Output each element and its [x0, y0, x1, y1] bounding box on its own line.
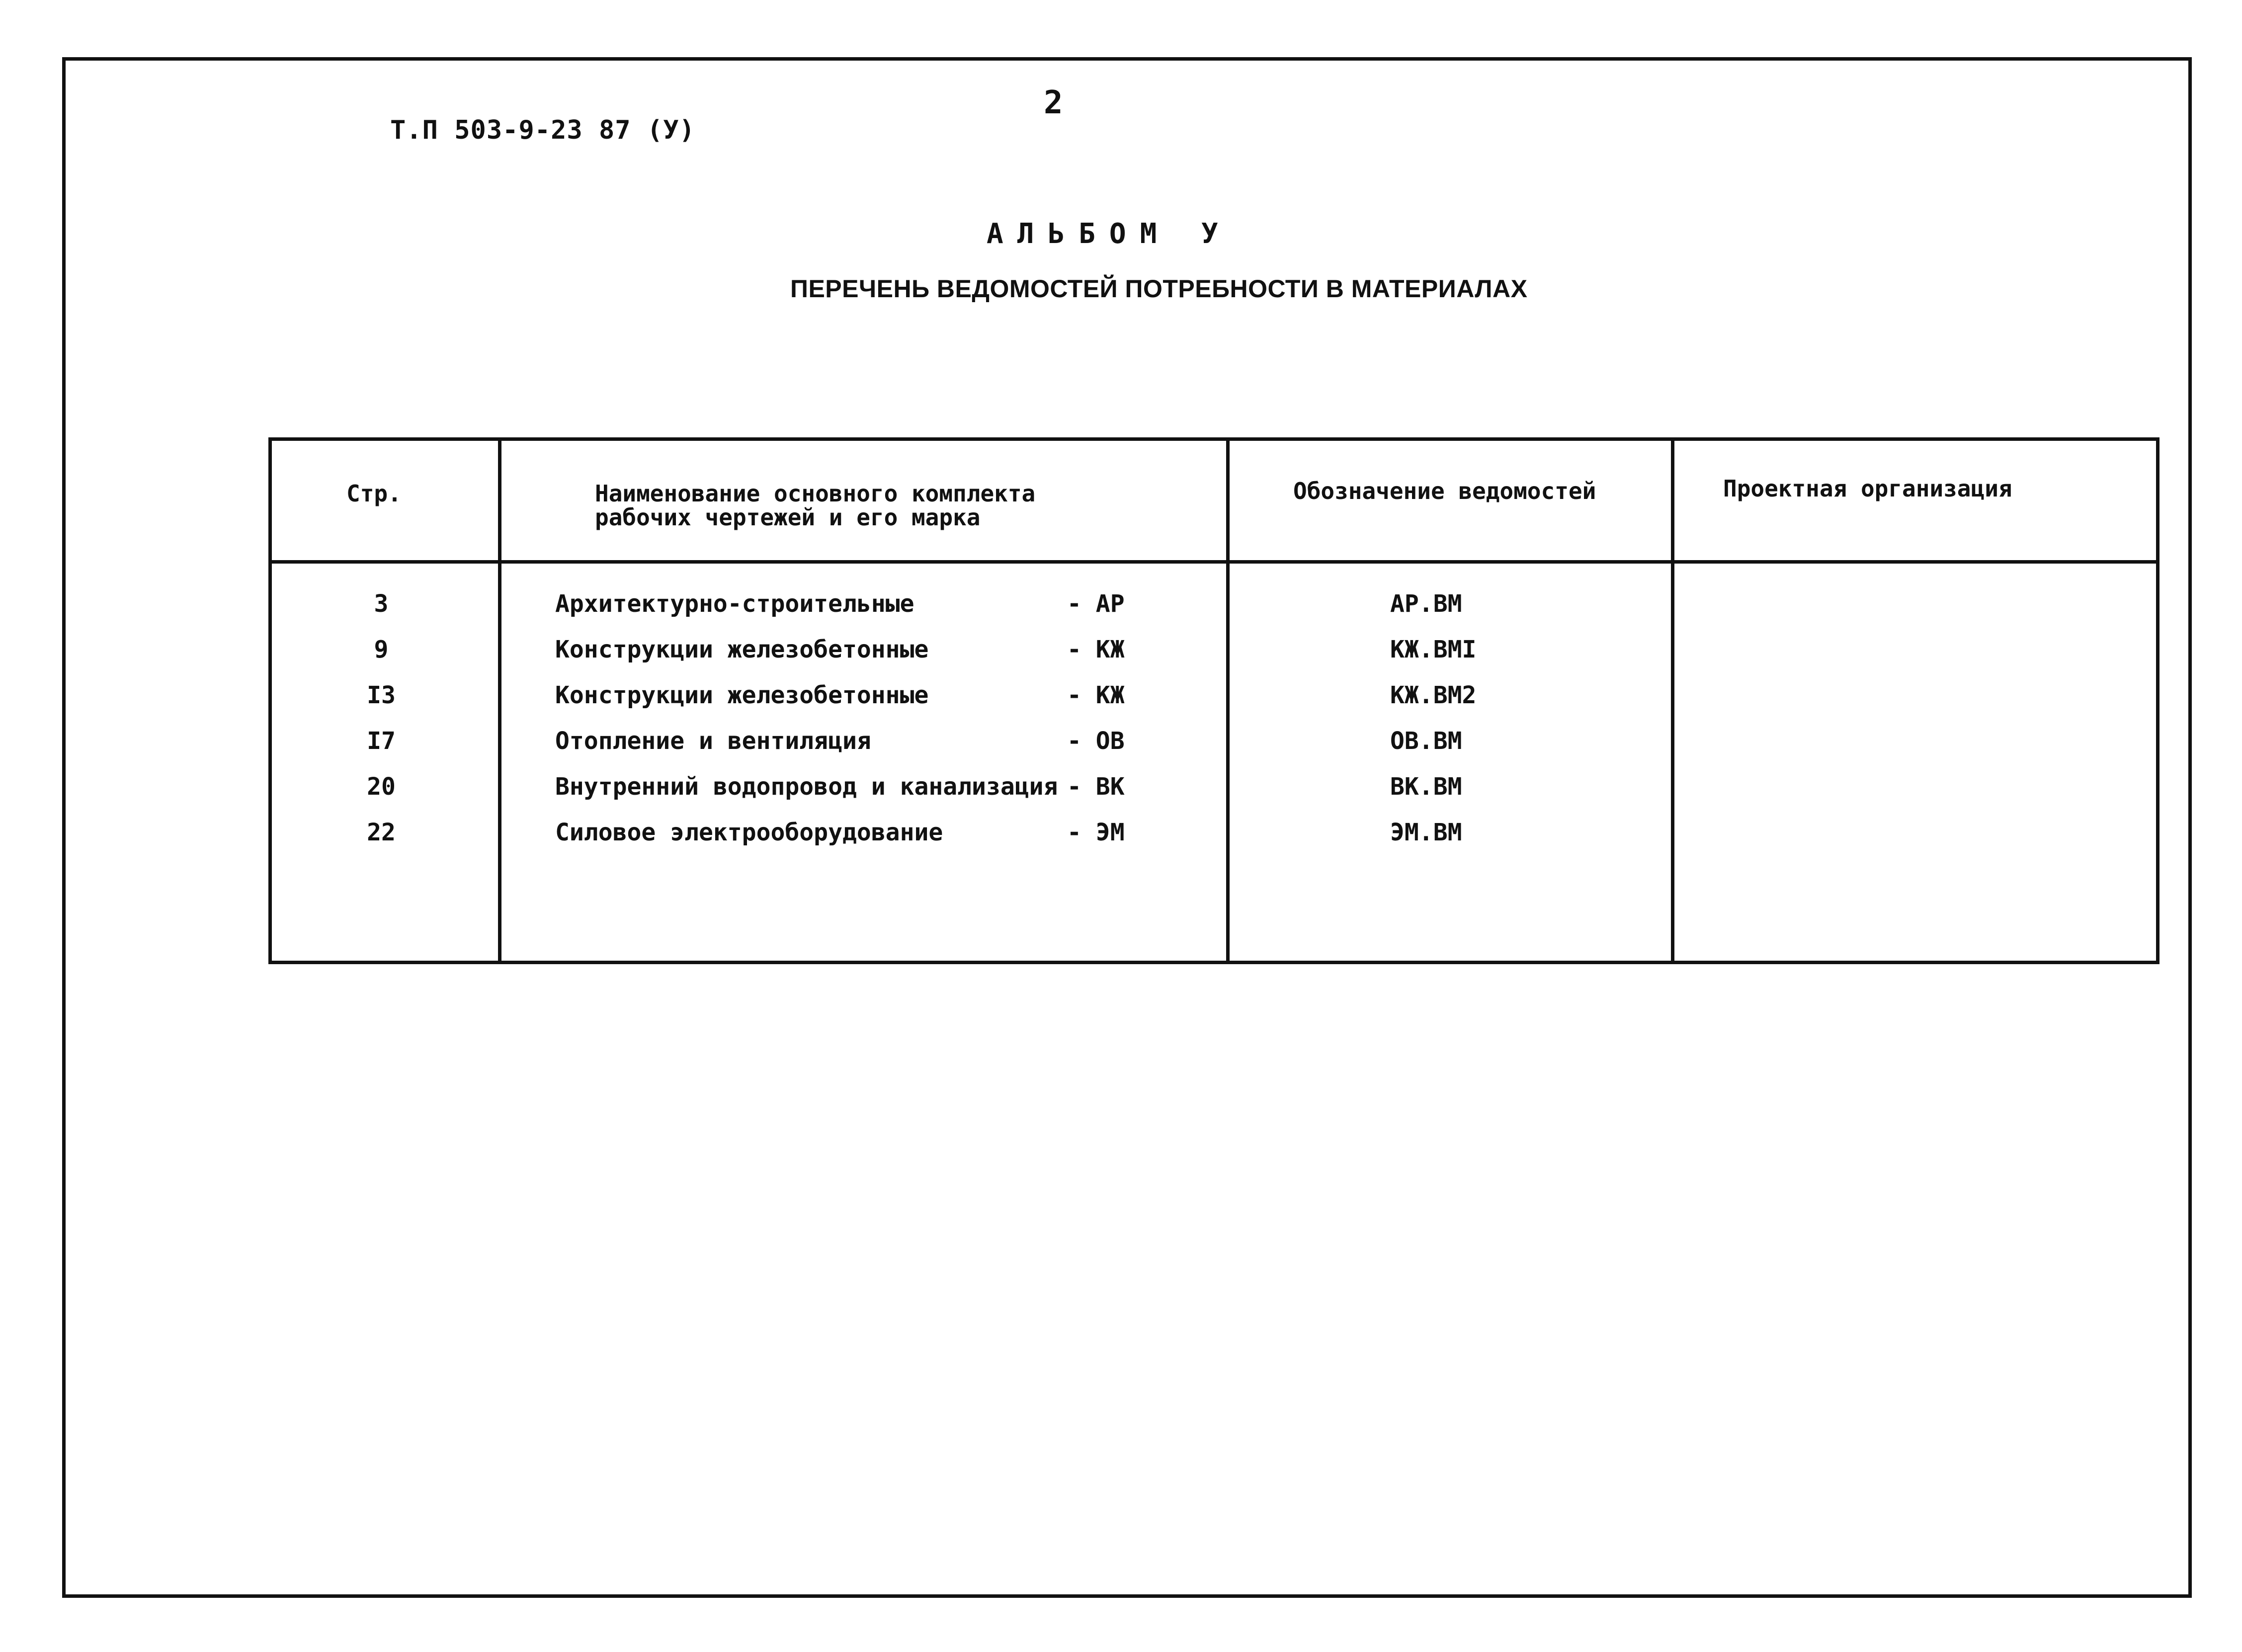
table-row	[272, 636, 2156, 681]
row-designation: КЖ.ВМ2	[1390, 681, 1477, 709]
page-number: 2	[1044, 84, 1063, 121]
document-code: Т.П 503-9-23 87 (У)	[390, 115, 695, 145]
column-header-page: Стр.	[346, 480, 402, 507]
row-page: 20	[367, 773, 396, 801]
row-designation: КЖ.ВМI	[1390, 636, 1477, 663]
row-mark: - ЭМ	[1067, 819, 1125, 846]
table-row	[272, 727, 2156, 773]
row-designation: ЭМ.ВМ	[1390, 819, 1462, 846]
column-header-designation: Обозначение ведомостей	[1293, 478, 1596, 504]
row-name: Силовое электрооборудование	[555, 819, 943, 846]
column-header-organization: Проектная организация	[1723, 475, 2012, 502]
list-title: ПЕРЕЧЕНЬ ВЕДОМОСТЕЙ ПОТРЕБНОСТИ В МАТЕРИАЛАХ	[790, 275, 1528, 303]
materials-list-table	[268, 437, 2159, 964]
row-designation: ОВ.ВМ	[1390, 727, 1462, 755]
row-mark: - АР	[1067, 590, 1125, 618]
header-divider	[272, 560, 2156, 564]
row-page: I3	[367, 681, 396, 709]
table-row	[272, 590, 2156, 636]
row-designation: ВК.ВМ	[1390, 773, 1462, 801]
row-page: I7	[367, 727, 396, 755]
row-page: 9	[374, 636, 389, 663]
table-row	[272, 773, 2156, 819]
row-designation: АР.ВМ	[1390, 590, 1462, 618]
table-row	[272, 819, 2156, 864]
row-name: Конструкции железобетонные	[555, 681, 929, 709]
row-page: 3	[374, 590, 389, 618]
row-name: Отопление и вентиляция	[555, 727, 871, 755]
row-mark: - КЖ	[1067, 636, 1125, 663]
row-page: 22	[367, 819, 396, 846]
column-header-name-line2: рабочих чертежей и его марка	[595, 504, 981, 531]
row-mark: - КЖ	[1067, 681, 1125, 709]
row-name: Внутренний водопровод и канализация	[555, 773, 1058, 801]
row-name: Конструкции железобетонные	[555, 636, 929, 663]
column-header-name-line1: Наименование основного комплекта	[595, 480, 1036, 507]
row-mark: - ВК	[1067, 773, 1125, 801]
row-name: Архитектурно-строительные	[555, 590, 914, 618]
album-title: АЛЬБОМ У	[987, 218, 1232, 250]
table-row	[272, 681, 2156, 727]
row-mark: - ОВ	[1067, 727, 1125, 755]
